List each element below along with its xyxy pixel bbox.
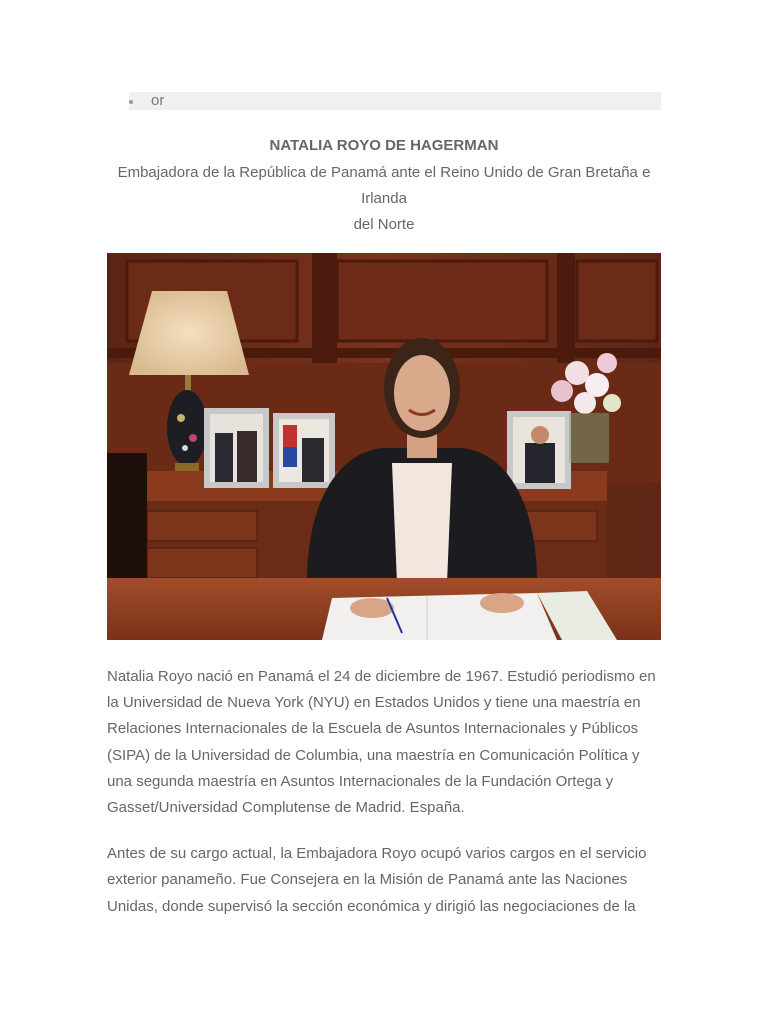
- bullet-list: [129, 92, 661, 110]
- bullet-list-bar: [129, 92, 661, 110]
- biography-text: [107, 664, 667, 940]
- ambassador-portrait-photo: [107, 253, 661, 640]
- role-line: Irlanda: [361, 190, 407, 207]
- role-line: Embajadora de la República de Panamá ante el Reino Unido de Gran Bretaña e: [117, 164, 651, 181]
- profile-header: [107, 136, 661, 238]
- list-item: [129, 92, 661, 110]
- profile-name: NATALIA ROYO DE HAGERMAN: [269, 137, 499, 154]
- list-item-text: or: [151, 92, 165, 109]
- role-line: del Norte: [353, 216, 415, 233]
- bullet-icon: [129, 100, 133, 104]
- profile-role: [107, 160, 661, 238]
- biography-paragraph: Antes de su cargo actual, la Embajadora Royo ocupó varios cargos en el servicio exterior panameño. Fue Consejera en la Misión de Panamá ante las Naciones Unidas, donde supervisó la sección económica y dirigió las negociaciones de la: [107, 845, 647, 915]
- biography-paragraph: Natalia Royo nació en Panamá el 24 de diciembre de 1967. Estudió periodismo en la Universidad de Nueva York (NYU) en Estados Unidos y tiene una maestría en Relaciones Internacionales de la Escuela de Asuntos Internacionales y Públicos (SIPA) de la Universidad de Columbia, una maestría en Comunicación Política y una segunda maestría en Asuntos Internacionales de la Fundación Ortega y Gasset/Universidad Complutense de Madrid. España.: [107, 668, 656, 817]
